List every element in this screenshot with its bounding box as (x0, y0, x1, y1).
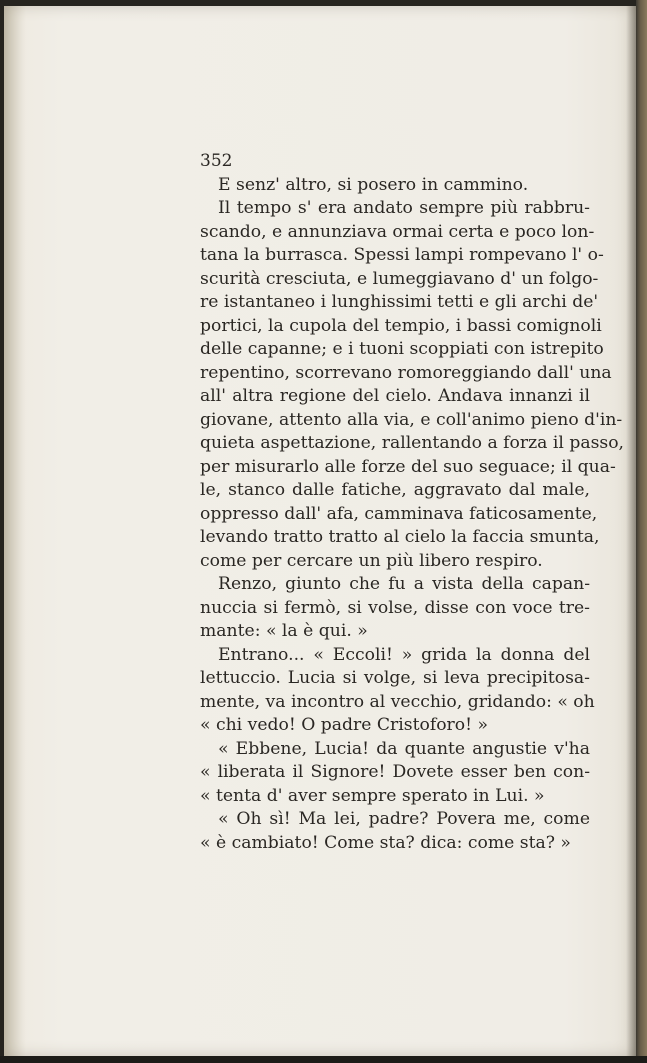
text-line: portici, la cupola del tempio, i bassi comignoli (200, 315, 602, 336)
paragraph (200, 174, 590, 198)
paragraph (200, 197, 625, 573)
text-line: « è cambiato! Come sta? dica: come sta? » (200, 832, 571, 853)
text-line: delle capanne; e i tuoni scoppiati con istrepito (200, 339, 604, 359)
paragraph (200, 644, 595, 738)
book-cover-edge (636, 0, 647, 1063)
text-line: repentino, scorrevano romoreggiando dall' una (200, 362, 612, 383)
scan-bottom-border (0, 1056, 647, 1063)
paragraph (200, 738, 590, 809)
text-line: scurità cresciuta, e lumeggiavano d' un folgo- (200, 268, 599, 289)
text-line: lettuccio. Lucia si volge, si leva precipitosa- (200, 668, 590, 688)
text-line: re istantaneo i lunghissimi tetti e gli archi de' (200, 292, 599, 312)
paragraph (200, 808, 590, 855)
text-line: tana la burrasca. Spessi lampi rompevano l' o- (200, 245, 604, 265)
text-line: mente, va incontro al vecchio, gridando: « oh (200, 691, 595, 712)
text-line: giovane, attento alla via, e coll'animo pieno d'in- (200, 409, 623, 430)
text-line: Entrano... « Eccoli! » grida la donna del (218, 644, 590, 665)
page-gutter-shadow (4, 6, 26, 1056)
text-line: « liberata il Signore! Dovete esser ben con- (200, 762, 590, 782)
text-line: « chi vedo! O padre Cristoforo! » (200, 715, 488, 735)
text-line: oppresso dall' afa, camminava faticosamente, (200, 503, 598, 524)
text-line: « Oh sì! Ma lei, padre? Povera me, come (218, 809, 590, 829)
text-line: all' altra regione del cielo. Andava innanzi il (200, 386, 590, 406)
text-line: Il tempo s' era andato sempre più rabbru- (218, 198, 590, 218)
paragraph (200, 573, 590, 644)
text-line: « Ebbene, Lucia! da quante angustie v'ha (218, 738, 590, 759)
text-line: quieta aspettazione, rallentando a forza il passo, (200, 433, 625, 453)
text-line: nuccia si fermò, si volse, disse con voce tre- (200, 597, 590, 618)
text-line: levando tratto tratto al cielo la faccia smunta, (200, 527, 600, 547)
text-line: mante: « la è qui. » (200, 621, 368, 641)
page-fore-edge-shadow (626, 6, 636, 1056)
page-number: 352 (200, 151, 233, 171)
text-line: Renzo, giunto che fu a vista della capan- (218, 574, 590, 594)
text-line: le, stanco dalle fatiche, aggravato dal male, (200, 480, 590, 500)
text-line: scando, e annunziava ormai certa e poco lon- (200, 221, 595, 242)
text-block (200, 150, 625, 855)
text-line: per misurarlo alle forze del suo seguace; il qua- (200, 456, 616, 477)
text-line: « tenta d' aver sempre sperato in Lui. » (200, 785, 545, 806)
text-line: come per cercare un più libero respiro. (200, 550, 543, 571)
text-line: E senz' altro, si posero in cammino. (218, 174, 529, 195)
